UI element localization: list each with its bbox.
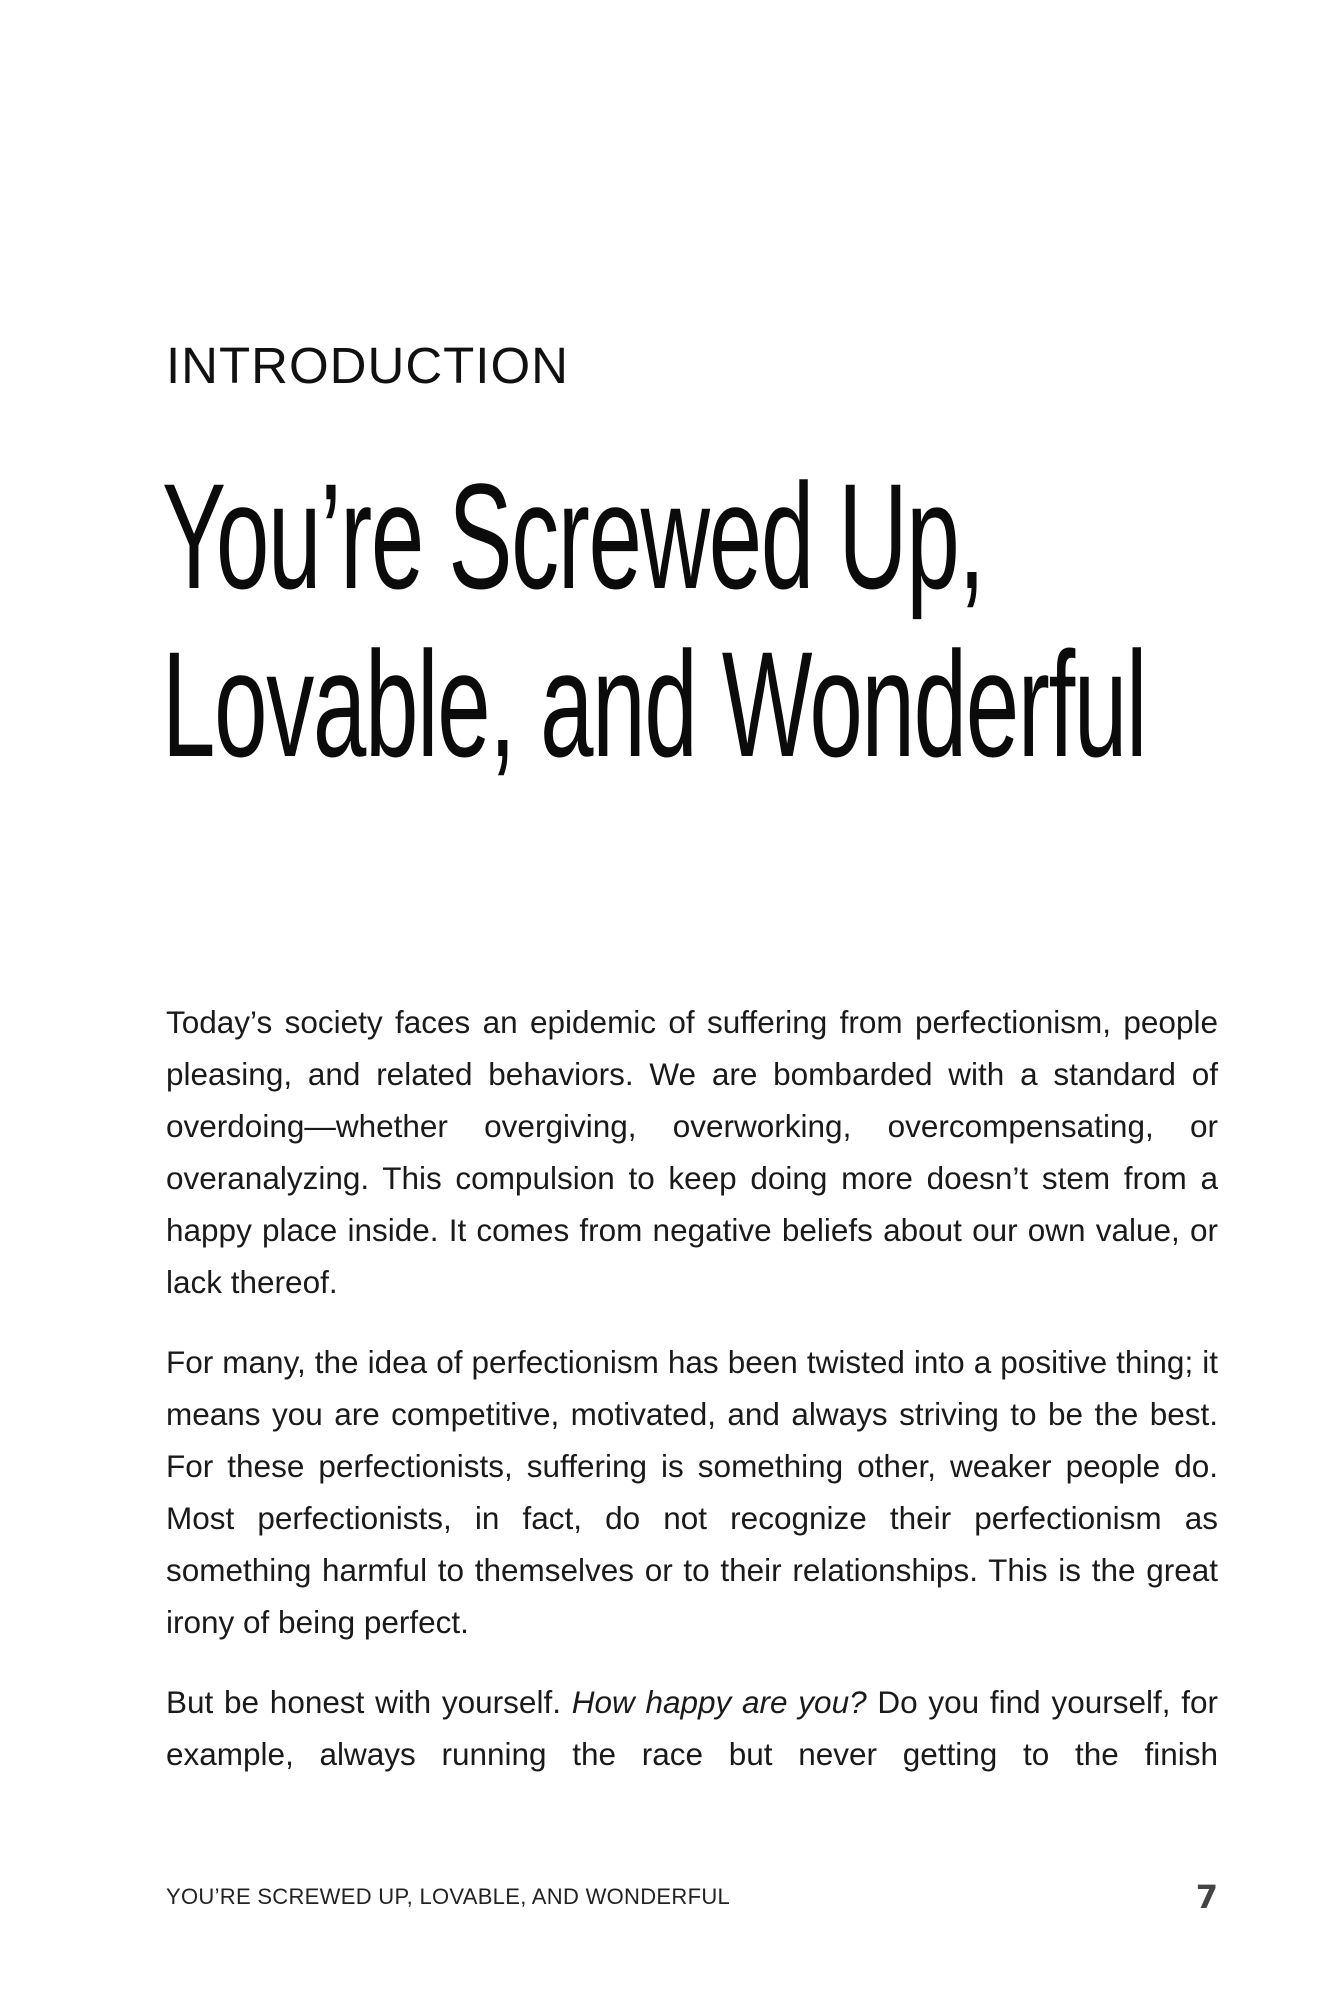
paragraph-3-start: But be honest with yourself. xyxy=(166,1684,572,1720)
chapter-title xyxy=(162,452,1333,788)
paragraph-2: For many, the idea of perfectionism has been twisted into a positive thing; it means you are competitive, motivated, and always striving to be the best. For these perfectionists, suffering is something other, weaker people do. Most perfectionists, in fact, do not recognize their perfectionism as something harmful to themselves or to their relationships. This is the great irony of being perfect. xyxy=(166,1344,1218,1640)
paragraph-3-italic: How happy are you? xyxy=(571,1684,867,1720)
paragraph-3 xyxy=(166,1676,1218,1780)
chapter-title-line-1: You’re Screwed Up, xyxy=(162,452,984,620)
paragraph-3-end: Do you find yourself, for example, always running the race but never getting to the finish xyxy=(166,1684,1219,1772)
page-footer xyxy=(166,1878,1218,1918)
chapter-title-line-2: Lovable, and Wonderful xyxy=(162,620,1147,788)
page-number: 7 xyxy=(1195,1878,1218,1916)
body-text xyxy=(166,996,1218,1808)
paragraph-1: Today’s society faces an epidemic of suffering from perfectionism, people pleasing, and related behaviors. We are bombarded with a standard of overdoing—whether overgiving, overworking, overcompensating, or overanalyzing. This compulsion to keep doing more doesn’t stem from a happy place inside. It comes from negative beliefs about our own value, or lack thereof. xyxy=(166,1004,1218,1300)
chapter-label: INTRODUCTION xyxy=(166,337,569,394)
running-head: YOU’RE SCREWED UP, LOVABLE, AND WONDERFUL xyxy=(166,1884,731,1909)
